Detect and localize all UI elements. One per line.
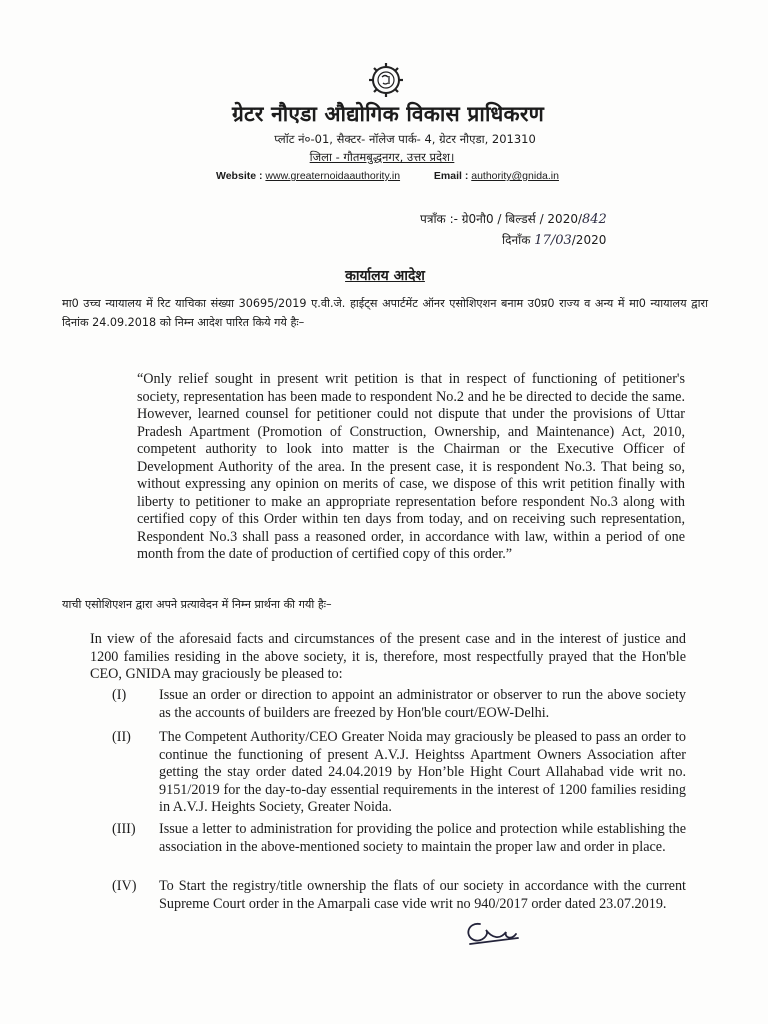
prayer-item-number: (I) (112, 687, 127, 703)
prayer-item-number: (III) (112, 821, 136, 837)
prayer-item-text: Issue a letter to administration for providing the police and protection while establishing the association in the above-mentioned society to maintain the proper law and order in place. (159, 821, 686, 855)
date-year: /2020 (571, 233, 607, 247)
reference-number (420, 210, 710, 227)
prayer-item-text: To Start the registry/title ownership the flats of our society in accordance with the current Supreme Court order in the Amarpali case vide writ no 940/2017 order dated 23.07.2019. (159, 878, 686, 912)
prayer-item-number: (IV) (112, 878, 137, 894)
website-label: Website : (216, 170, 263, 182)
address-line-2-text: जिला - गौतमबुद्धनगर, उत्तर प्रदेश। (309, 150, 455, 164)
hindi-intro-paragraph: मा0 उच्च न्यायालय में रिट याचिका संख्या 30695/2019 ए.वी.जे. हाईट्स अपार्टमेंट ऑनर एसोशिएशन बनाम उ0प्र0 राज्य व अन्य में मा0 न्यायालय द्वारा दिनांक 24.09.2018 को निम्न आदेश पारित किये गये हैः– (62, 297, 708, 329)
email-link[interactable]: authority@gnida.in (471, 170, 559, 182)
reference-text: ग्रे0नौ0 / बिल्डर्स / 2020/ (461, 212, 583, 226)
contact-line (216, 170, 636, 182)
prayer-item-text: The Competent Authority/CEO Greater Noida may graciously be pleased to pass an order to continue the functioning of present A.V.J. Heightss Apartment Owners Association after getting the stay order dated 24.04.2019 by Hon’ble Hight Court Allahabad vide writ no. 9151/2019 for the day-to-day essential requirements in the interest of 1200 families residing in A.V.J. Heights Society, Greater Noida. (159, 729, 686, 815)
hindi-second-paragraph: याची एसोशिएशन द्वारा अपने प्रत्यावेदन में निम्न प्रार्थना की गयी हैः– (62, 598, 332, 611)
address-line-2 (232, 150, 532, 165)
date-handwritten: 17/03 (534, 233, 572, 248)
document-title: कार्यालय आदेश (345, 268, 425, 284)
gnida-logo-icon (366, 60, 406, 100)
date-label: दिनाँक (502, 233, 531, 247)
reference-date (502, 231, 702, 248)
website-link[interactable]: www.greaternoidaauthority.in (265, 170, 401, 182)
prayer-item-text: Issue an order or direction to appoint an administrator or observer to run the above society as the accounts of builders are freezed by Hon'ble court/EOW-Delhi. (159, 687, 686, 721)
signature-initials-icon (460, 918, 524, 948)
prayer-intro-paragraph: In view of the aforesaid facts and circumstances of the present case and in the interest of justice and 1200 families residing in the above society, it is, therefore, most respectfully prayed that the Hon'ble CEO, GNIDA may graciously be pleased to: (90, 631, 686, 682)
email-label: Email : (433, 170, 469, 182)
prayer-item-number: (II) (112, 729, 131, 745)
reference-handwritten-number: 842 (582, 212, 607, 227)
address-line-1: प्लॉट नं०-01, सैक्टर- नॉलेज पार्क- 4, ग्रेटर नौएडा, 201310 (274, 132, 536, 146)
organization-name: ग्रेटर नौएडा औद्योगिक विकास प्राधिकरण (231, 102, 545, 126)
reference-label: पत्राँक :- (420, 212, 458, 226)
court-order-quote: “Only relief sought in present writ petition is that in respect of functioning of petitioner's society, representation has been made to respondent No.2 and he be directed to decide the same. However, learned counsel for petitioner could not dispute that under the provisions of Uttar Pradesh Apartment (Promotion of Construction, Ownership, and Maintenance) Act, 2010, competent authority to look into matter is the Chairman or the Executive Officer of Development Authority of the area. In the present case, it is respondent No.3. That being so, without expressing any opinion on merits of case, we dispose of this writ petition finally with liberty to petitioner to make an appropriate representation before respondent No.3 along with certified copy of this Order within ten days from today, and on receiving such representation, Respondent No.3 shall pass a reasoned order, in accordance with law, within a period of one month from the date of production of certified copy of this order.” (137, 371, 685, 562)
